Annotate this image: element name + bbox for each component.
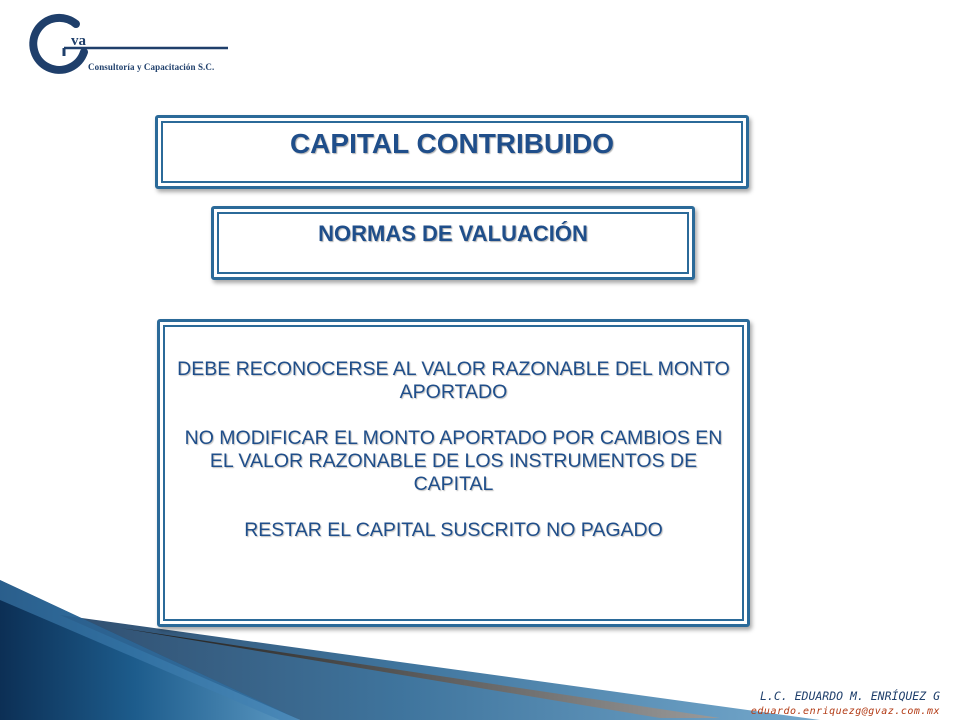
- author-signature: [751, 689, 940, 719]
- subtitle-box: [211, 206, 695, 280]
- content-box: [157, 319, 750, 627]
- company-name: Consultoría y Capacitación S.C.: [88, 62, 215, 72]
- slide-title: CAPITAL CONTRIBUIDO: [289, 128, 615, 159]
- point-2: NO MODIFICAR EL MONTO APORTADO POR CAMBIOS EN EL VALOR RAZONABLE DE LOS INSTRUMENTOS DE CAPITAL: [184, 427, 723, 495]
- slide-subtitle: NORMAS DE VALUACIÓN: [318, 221, 588, 246]
- title-box: [155, 115, 749, 189]
- point-3: RESTAR EL CAPITAL SUSCRITO NO PAGADO: [244, 519, 663, 541]
- content-text: [174, 358, 733, 565]
- author-email: eduardo.enriquezg@gvaz.com.mx: [750, 706, 940, 717]
- company-logo: [18, 8, 248, 78]
- author-name: L.C. EDUARDO M. ENRÍQUEZ G: [759, 689, 940, 703]
- logo-sub-letters: va: [71, 33, 86, 49]
- point-1: DEBE RECONOCERSE AL VALOR RAZONABLE DEL MONTO APORTADO: [177, 358, 730, 403]
